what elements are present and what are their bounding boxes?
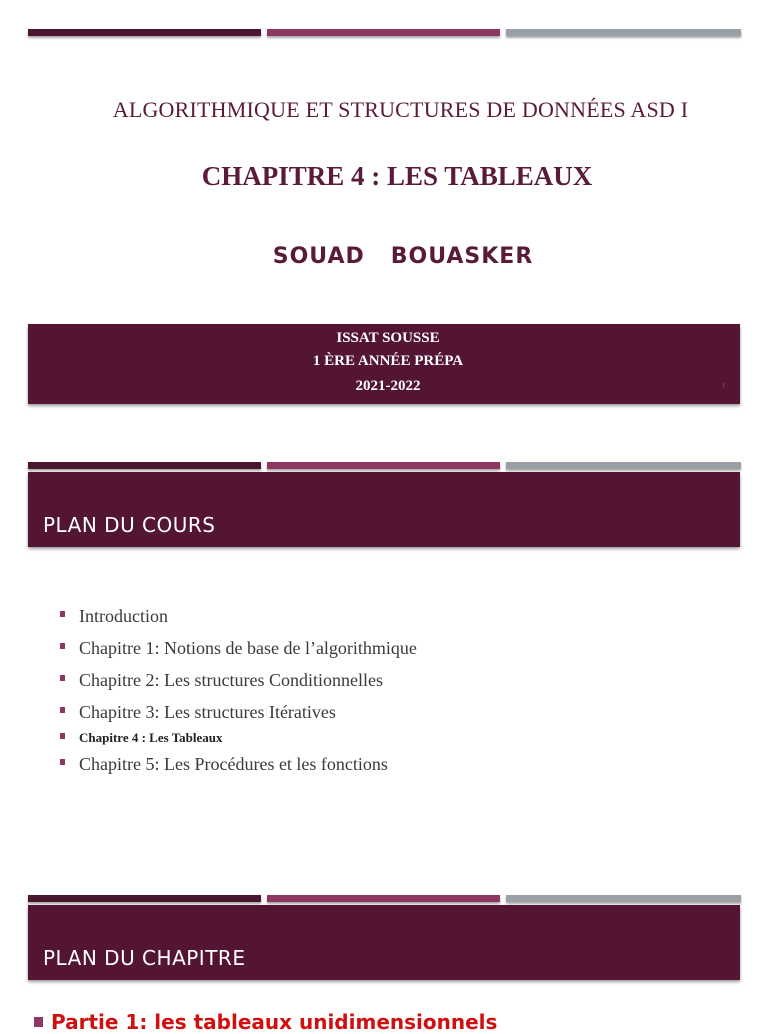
chapter-plan-header [28, 905, 740, 980]
decorative-top-bars [28, 895, 741, 902]
magenta-bar-segment [267, 895, 500, 902]
part-1-text: Partie 1: les tableaux unidimensionnels [51, 1010, 498, 1034]
course-plan-header [28, 472, 740, 547]
list-item-text: Chapitre 3: Les structures Itératives [79, 702, 336, 722]
bullet-icon [60, 643, 65, 649]
academic-year: 2021-2022 [355, 378, 421, 394]
list-item [60, 752, 417, 784]
dark-bar-segment [28, 29, 261, 36]
gray-bar-segment [506, 462, 741, 469]
institution-band [28, 324, 740, 404]
list-item-text: Introduction [79, 606, 168, 626]
part-1-heading [34, 1010, 497, 1034]
gray-bar-segment [506, 895, 741, 902]
list-item [60, 604, 417, 636]
gray-bar-segment [506, 29, 741, 36]
list-item [60, 636, 417, 668]
decorative-top-bars [28, 462, 741, 469]
chapter-plan-title: PLAN DU CHAPITRE [43, 946, 246, 970]
page-number: 1 [722, 383, 725, 389]
author-name: SOUAD BOUASKER [272, 244, 534, 269]
list-item-text: Chapitre 4 : Les Tableaux [79, 730, 223, 745]
magenta-bar-segment [267, 29, 500, 36]
bullet-icon [60, 611, 65, 617]
list-item-text: Chapitre 5: Les Procédures et les fonctions [79, 754, 388, 774]
course-plan-list [60, 604, 417, 784]
list-item-text: Chapitre 2: Les structures Conditionnelles [79, 670, 383, 690]
bullet-icon [60, 759, 65, 765]
chapter-title: CHAPITRE 4 : LES TABLEAUX [201, 161, 593, 191]
list-item-text: Chapitre 1: Notions de base de l’algorithmique [79, 638, 417, 658]
dark-bar-segment [28, 462, 261, 469]
bullet-icon [60, 707, 65, 713]
bullet-icon [60, 675, 65, 681]
dark-bar-segment [28, 895, 261, 902]
course-plan-title: PLAN DU COURS [43, 513, 216, 537]
list-item [60, 668, 417, 700]
year-level: 1 ÈRE ANNÉE PRÉPA [312, 353, 464, 369]
decorative-top-bars [28, 29, 741, 36]
institution-name: ISSAT SOUSSE [336, 330, 440, 346]
list-item-current [60, 728, 417, 752]
magenta-bar-segment [267, 462, 500, 469]
bullet-icon [60, 733, 65, 739]
bullet-icon [34, 1017, 43, 1027]
course-subtitle: ALGORITHMIQUE ET STRUCTURES DE DONNÉES ASD I [112, 97, 689, 122]
